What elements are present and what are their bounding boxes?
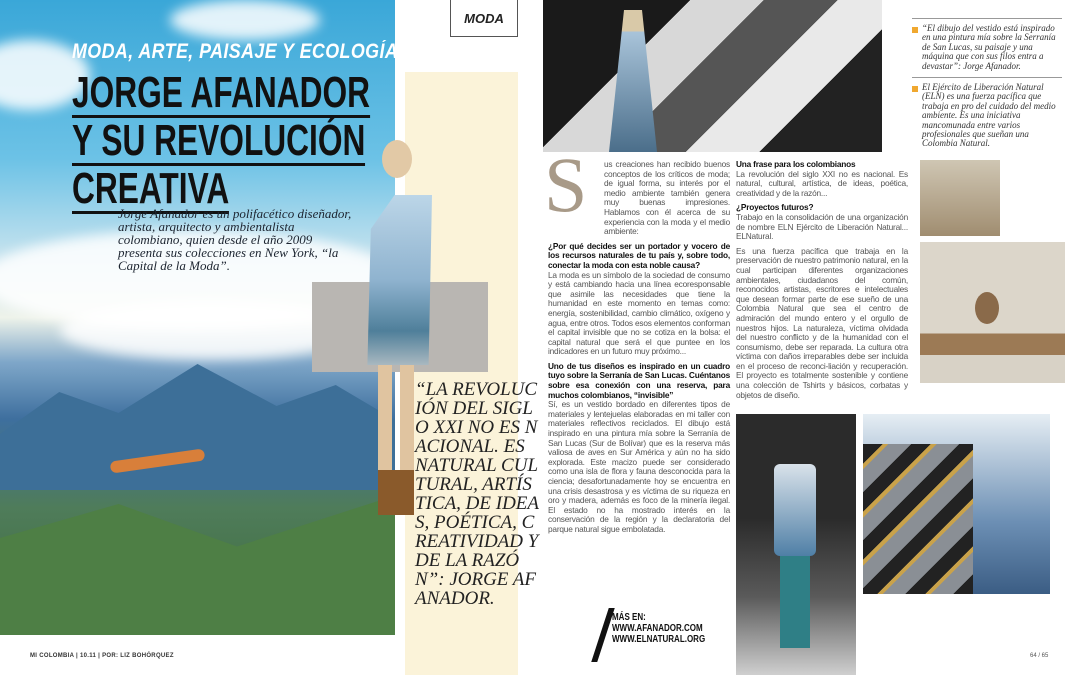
answer: La moda es un símbolo de la sociedad de consumo y está cambiando hacia una línea ecoresponsable que asimile las necesidades que tiene la humanidad en este momento en temas como: energía, sostenibilidad, cambio climático, oxígeno y agua, entre otros. Todos esos elementos conforman el capital invisible que no se cotiza en la bolsa: el capital natural que será el que puntee en los indicadores en un futuro muy próximo... bbox=[548, 269, 730, 357]
shoe-plant-photo bbox=[920, 160, 1000, 236]
title-line: CREATIVA bbox=[72, 164, 230, 213]
question: ¿Por qué decides ser un portador y vocero de los recursos naturales de tu país y, sobre todo, conectar la moda con esta noble causa? bbox=[548, 240, 730, 270]
answer: La revolución del siglo XXI no es nacional. Es natural, cultural, artística, de ideas, poética, creatividad y de la razón... bbox=[736, 168, 908, 198]
section-tag: MODA bbox=[450, 0, 518, 37]
painting-photo bbox=[863, 414, 1050, 594]
drop-cap: S bbox=[544, 141, 588, 228]
article-title bbox=[72, 70, 372, 214]
article-column-1 bbox=[544, 141, 730, 540]
answer: Sí, es un vestido bordado en diferentes tipos de materiales y lentejuelas elaboradas en mi taller con materiales reflectivos reciclados. El dibujo está inspirado en una pintura mía sobre la Serranía de San Lucas (Sur de Bolívar) que es la reserva más valiosa de aves en Sur América y aún no ha sido explorada. Este macizo puede ser considerado como una isla de flora y fauna desconocida para la ciencia; desafortunadamente hoy se encuentra en una crisis desastrosa y es víctima de su riqueza en oro y madera, además es foco de la minería ilegal. El estado no ha mostrado interés en la conservación de la región y la declaratoria del parque natural sigue embolatada. bbox=[548, 399, 730, 534]
pull-quote: “LA REVOLUCIÓN DEL SIGLO XXI NO ES NACIONAL. ES NATURAL CULTURAL, ARTÍSTICA, DE IDEAS, POÉTICA, CREATIVIDAD Y DE LA RAZÓN”: JORGE AFANADOR. bbox=[415, 379, 540, 609]
sidebar-quote: “El dibujo del vestido está inspirado en una pintura mía sobre la Serranía de San Lucas, su paisaje y una máquina que con sus filos entra a devastar”: Jorge Afanador. bbox=[912, 18, 1062, 77]
question: ¿Proyectos futuros? bbox=[736, 202, 814, 213]
question: Uno de tus diseños es inspirado en un cuadro tuyo sobre la Serranía de San Lucas. Cuéntanos sobre esa conexión con una reserva, para muchos colombianos, “invisible” bbox=[548, 360, 730, 400]
top-photo bbox=[543, 0, 882, 152]
intro-text: us creaciones han recibido buenos conceptos de los críticos de moda; de igual forma, su interés por el medio ambiente también genera muy buenas impresiones. Hablamos con él acerca de su experiencia con la moda y el medio ambiente: bbox=[604, 159, 730, 237]
lede: Jorge Afanador es un polifacético diseñador, artista, arquitecto y ambientalista colombiano, quien desde el año 2009 presenta sus colecciones en New York, “la Capital de la Moda”. bbox=[118, 206, 352, 273]
question: Una frase para los colombianos bbox=[736, 159, 856, 169]
designer-portrait-photo bbox=[920, 242, 1065, 383]
answer: Trabajo en la consolidación de una organización de nombre ELN Ejército de Liberación Natural... ELNatural. bbox=[736, 211, 908, 242]
link-afanador[interactable]: WWW.AFANADOR.COM bbox=[612, 623, 703, 634]
more-label: MÁS EN: bbox=[612, 612, 646, 623]
link-elnatural[interactable]: WWW.ELNATURAL.ORG bbox=[612, 634, 706, 645]
runway-photo bbox=[736, 414, 856, 675]
more-info bbox=[612, 612, 705, 645]
sidebar-quotes bbox=[912, 18, 1062, 155]
page-numbers: 64 / 65 bbox=[1030, 653, 1049, 659]
footer-left: MI COLOMBIA | 10.11 | POR: LIZ BOHÓRQUEZ bbox=[30, 653, 174, 659]
article-column-2 bbox=[736, 160, 908, 405]
answer: Es una fuerza pacífica que trabaja en la preservación de nuestro patrimonio natural, en la cual participan diferentes organizaciones ambientales, ciudadanos del común, reconocidos artistas, escritores e intelectuales que desean formar parte de ese sueño de una Colombia Natural que sea el centro de admiración del mundo entero y el orgullo de nuestros hijos. La naturaleza, víctima olvidada del nuestro conflicto y de la humanidad con el consumismo, debe ser reparada. La cultura otra víctima con daños irreparables debe ser incluida en el proceso de reconci-liación y recuperación. El proyecto es totalmente sostenible y contiene una colección de Tshirts y básicos, corbatas y objetos de diseño. bbox=[736, 245, 908, 400]
title-line: JORGE AFANADOR bbox=[72, 68, 371, 117]
kicker: MODA, ARTE, PAISAJE Y ECOLOGÍA bbox=[72, 40, 399, 63]
title-line: Y SU REVOLUCIÓN bbox=[72, 116, 366, 165]
sidebar-quote: El Ejército de Liberación Natural (ELN) es una fuerza pacífica que trabaja en pro del cuidado del medio ambiente. Es una iniciativa mancomunada entre varios profesionales que sueñan una Colombia Natural. bbox=[912, 77, 1062, 155]
